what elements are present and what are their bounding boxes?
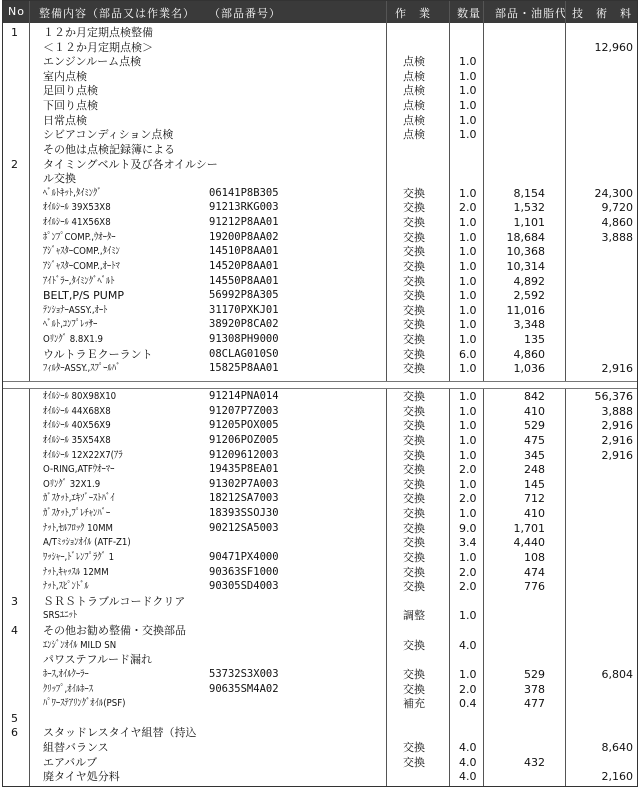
cell-name: ｵｲﾙｼｰﾙ 12X22X7(ｱﾗ bbox=[43, 449, 123, 461]
cell-code: 91207P7Z003 bbox=[209, 404, 279, 417]
cell-parts: 410 bbox=[524, 404, 545, 418]
cell-no: 3 bbox=[11, 594, 18, 608]
cell-work: 交換 bbox=[403, 333, 425, 347]
cell-name: ｵｲﾙｼｰﾙ 80X98X10 bbox=[43, 391, 117, 402]
cell-code: 14510P8AA01 bbox=[209, 245, 279, 258]
cell-parts: 842 bbox=[524, 390, 545, 403]
cell-tech: 2,916 bbox=[601, 419, 633, 433]
cell-qty: 2.0 bbox=[459, 580, 477, 594]
cell-code: 18212SA7003 bbox=[209, 492, 279, 505]
cell-work: 交換 bbox=[403, 638, 425, 652]
cell-parts: 1,701 bbox=[513, 521, 545, 535]
cell-name: パワステフルード漏れ bbox=[43, 653, 153, 667]
cell-parts: 529 bbox=[524, 667, 545, 681]
cell-parts: 2,592 bbox=[513, 289, 545, 303]
cell-parts: 776 bbox=[524, 580, 545, 594]
cell-qty: 1.0 bbox=[459, 404, 477, 418]
table-row bbox=[3, 433, 637, 448]
cell-name: ﾊﾟﾜｰｽﾃｱﾘﾝｸﾞｵｲﾙ(PSF) bbox=[43, 698, 126, 710]
cell-name: その他は点検記録簿による bbox=[43, 142, 175, 156]
cell-work: 補充 bbox=[403, 697, 425, 711]
cell-code: 14520P8AA01 bbox=[209, 259, 279, 272]
cell-work: 点検 bbox=[403, 55, 425, 69]
table-row bbox=[3, 608, 637, 623]
table-row bbox=[3, 448, 637, 463]
cell-qty: 1.0 bbox=[459, 84, 477, 98]
cell-qty: 1.0 bbox=[459, 186, 477, 200]
cell-parts: 10,368 bbox=[506, 245, 545, 259]
table-row bbox=[3, 477, 637, 492]
cell-qty: 1.0 bbox=[459, 667, 477, 681]
cell-work: 交換 bbox=[403, 580, 425, 594]
table-row bbox=[3, 186, 637, 201]
table-row bbox=[3, 404, 637, 419]
table-row bbox=[3, 274, 637, 289]
table-row bbox=[3, 565, 637, 580]
cell-work: 交換 bbox=[403, 289, 425, 303]
table-row bbox=[3, 288, 637, 303]
cell-name: O-RING,ATFｳｵｰﾏｰ bbox=[43, 464, 115, 476]
cell-work: 交換 bbox=[403, 463, 425, 477]
cell-work: 交換 bbox=[403, 536, 425, 550]
cell-name: １２か月定期点検整備 bbox=[43, 26, 153, 39]
header-code: （部品番号） bbox=[209, 7, 281, 20]
cell-code: 19435P8EA01 bbox=[209, 463, 279, 476]
cell-qty: 1.0 bbox=[459, 433, 477, 447]
cell-work: 交換 bbox=[403, 404, 425, 418]
table-row bbox=[3, 303, 637, 318]
cell-code: 90635SM4A02 bbox=[209, 682, 279, 695]
cell-name: ﾜｯｼｬｰ,ﾄﾞﾚﾝﾌﾟﾗｸﾞ 1 bbox=[43, 551, 115, 563]
table-row bbox=[3, 652, 637, 667]
cell-name: ﾍﾞﾙﾄｷｯﾄ,ﾀｲﾐﾝｸﾞ bbox=[43, 187, 102, 199]
cell-qty: 1.0 bbox=[459, 333, 477, 347]
cell-code: 90305SD4003 bbox=[209, 580, 279, 593]
cell-name: 下回り点検 bbox=[43, 99, 98, 113]
table-row bbox=[3, 40, 637, 55]
cell-code: 19200P8AA02 bbox=[209, 230, 279, 243]
cell-no: 4 bbox=[11, 624, 18, 638]
cell-name: BELT,P/S PUMP bbox=[43, 289, 124, 303]
table-row bbox=[3, 127, 637, 142]
cell-name: ＜１２か月定期点検＞ bbox=[43, 40, 153, 54]
cell-qty: 1.0 bbox=[459, 390, 477, 403]
cell-name: ル交換 bbox=[43, 172, 76, 186]
header-work: 作 業 bbox=[395, 7, 431, 20]
table-header bbox=[3, 1, 637, 23]
cell-name: その他お勧め整備・交換部品 bbox=[43, 624, 186, 638]
cell-qty: 2.0 bbox=[459, 201, 477, 215]
cell-work: 交換 bbox=[403, 201, 425, 215]
cell-name: Oﾘﾝｸﾞ 32X1.9 bbox=[43, 478, 101, 490]
cell-work: 交換 bbox=[403, 682, 425, 696]
cell-work: 交換 bbox=[403, 390, 425, 403]
cell-name: ｱｼﾞｬｽﾀｰCOMP.,ﾀｲﾐﾝ bbox=[43, 246, 120, 258]
cell-parts: 18,684 bbox=[506, 230, 545, 244]
cell-qty: 4.0 bbox=[459, 770, 477, 784]
table-row bbox=[3, 347, 637, 362]
cell-qty: 1.0 bbox=[459, 55, 477, 69]
cell-code: 90212SA5003 bbox=[209, 521, 279, 534]
cell-qty: 9.0 bbox=[459, 521, 477, 535]
cell-tech: 3,888 bbox=[601, 404, 633, 418]
cell-code: 08CLAG010S0 bbox=[209, 347, 279, 360]
table-row bbox=[3, 259, 637, 274]
cell-name: ｵｲﾙｼｰﾙ 39X53X8 bbox=[43, 202, 111, 214]
cell-code: 91302P7A003 bbox=[209, 477, 279, 490]
cell-tech: 4,860 bbox=[601, 216, 633, 230]
cell-name: ﾎｰｽ,ｵｲﾙｸｰﾗｰ bbox=[43, 668, 89, 680]
table-row bbox=[3, 361, 637, 376]
cell-name: ｱｲﾄﾞﾗｰ,ﾀｲﾐﾝｸﾞﾍﾞﾙﾄ bbox=[43, 275, 115, 287]
table-row bbox=[3, 171, 637, 186]
cell-parts: 4,860 bbox=[513, 347, 545, 361]
table-row bbox=[3, 506, 637, 521]
cell-no: 6 bbox=[11, 726, 18, 740]
cell-tech: 3,888 bbox=[601, 230, 633, 244]
table-row bbox=[3, 215, 637, 230]
table-row bbox=[3, 157, 637, 172]
cell-name: ﾅｯﾄ,ｷｬｯｽﾙ 12MM bbox=[43, 566, 109, 578]
cell-qty: 1.0 bbox=[459, 216, 477, 230]
cell-work: 交換 bbox=[403, 259, 425, 273]
table-row bbox=[3, 244, 637, 259]
cell-work: 交換 bbox=[403, 492, 425, 506]
cell-work: 点検 bbox=[403, 113, 425, 127]
cell-work: 調整 bbox=[403, 609, 425, 623]
header-tech: 技 術 料 bbox=[572, 7, 632, 20]
cell-parts: 248 bbox=[524, 463, 545, 477]
cell-work: 交換 bbox=[403, 419, 425, 433]
cell-tech: 24,300 bbox=[594, 186, 633, 200]
cell-work: 点検 bbox=[403, 84, 425, 98]
cell-name: ﾎﾟﾝﾌﾟCOMP.,ｳｵｰﾀｰ bbox=[43, 231, 116, 243]
cell-code: 56992P8A305 bbox=[209, 289, 279, 302]
cell-no: 2 bbox=[11, 157, 18, 171]
cell-name: Oﾘﾝｸﾞ 8.8X1.9 bbox=[43, 334, 103, 346]
cell-code: 91308PH9000 bbox=[209, 333, 279, 346]
cell-code: 91209612003 bbox=[209, 448, 279, 461]
cell-qty: 0.4 bbox=[459, 697, 477, 711]
table-row bbox=[3, 769, 637, 784]
table-row bbox=[3, 389, 637, 404]
cell-name: ｵｲﾙｼｰﾙ 40X56X9 bbox=[43, 420, 111, 432]
cell-qty: 1.0 bbox=[459, 448, 477, 462]
table-row bbox=[3, 579, 637, 594]
cell-name: ｶﾞｽｹｯﾄ,ﾌﾟﾚﾁｬﾝﾊﾞｰ bbox=[43, 508, 111, 520]
cell-parts: 4,892 bbox=[513, 274, 545, 288]
cell-qty: 1.0 bbox=[459, 318, 477, 332]
table-row bbox=[3, 725, 637, 740]
table-row bbox=[3, 113, 637, 128]
table-row bbox=[3, 142, 637, 157]
cell-name: エンジンルーム点検 bbox=[43, 55, 142, 69]
cell-work: 交換 bbox=[403, 477, 425, 491]
cell-code: 91213RKG003 bbox=[209, 201, 279, 214]
cell-qty: 1.0 bbox=[459, 303, 477, 317]
cell-qty: 1.0 bbox=[459, 289, 477, 303]
cell-parts: 4,440 bbox=[513, 536, 545, 550]
cell-code: 90363SF1000 bbox=[209, 565, 279, 578]
cell-name: ﾌｨﾙﾀｰASSY.,ｽﾌﾟｰﾙﾊﾞ bbox=[43, 363, 121, 375]
cell-name: 組替バランス bbox=[43, 741, 109, 755]
cell-parts: 432 bbox=[524, 755, 545, 769]
cell-name: スタッドレスタイヤ組替（持込 bbox=[43, 726, 197, 740]
table-row bbox=[3, 317, 637, 332]
cell-parts: 1,036 bbox=[513, 362, 545, 376]
header-name: 整備内容（部品又は作業名） bbox=[39, 7, 195, 20]
cell-code: 91212P8AA01 bbox=[209, 216, 279, 229]
table-row bbox=[3, 462, 637, 477]
cell-qty: 1.0 bbox=[459, 362, 477, 376]
cell-name: ﾅｯﾄ,ｽﾋﾟﾝﾄﾞﾙ bbox=[43, 581, 89, 593]
cell-work: 交換 bbox=[403, 507, 425, 521]
cell-work: 交換 bbox=[403, 741, 425, 755]
cell-name: ﾃﾝｼｮﾅｰASSY.,ｵｰﾄ bbox=[43, 304, 108, 316]
table-row bbox=[3, 230, 637, 245]
table-row bbox=[3, 521, 637, 536]
cell-name: シビアコンディション点検 bbox=[43, 128, 174, 142]
cell-work: 交換 bbox=[403, 550, 425, 564]
cell-name: 日常点検 bbox=[43, 113, 87, 127]
table-row bbox=[3, 332, 637, 347]
cell-parts: 1,101 bbox=[513, 216, 545, 230]
header-no: No bbox=[8, 5, 25, 18]
cell-work: 交換 bbox=[403, 667, 425, 681]
table-row bbox=[3, 200, 637, 215]
cell-work: 交換 bbox=[403, 362, 425, 376]
table-row bbox=[3, 667, 637, 682]
cell-qty: 4.0 bbox=[459, 741, 477, 755]
cell-work: 交換 bbox=[403, 565, 425, 579]
cell-name: ｱｼﾞｬｽﾀｰCOMP.,ｵｰﾄﾏ bbox=[43, 260, 120, 272]
cell-parts: 145 bbox=[524, 477, 545, 491]
table-row bbox=[3, 98, 637, 113]
cell-work: 点検 bbox=[403, 128, 425, 142]
cell-name: ﾅｯﾄ,ｾﾙﾌﾛｯｸ 10MM bbox=[43, 522, 113, 534]
table-row bbox=[3, 69, 637, 84]
cell-code: 18393SSOJ30 bbox=[209, 507, 279, 520]
cell-name: ｵｲﾙｼｰﾙ 41X56X8 bbox=[43, 217, 111, 229]
cell-name: タイミングベルト及び各オイルシー bbox=[43, 157, 218, 171]
table-row bbox=[3, 594, 637, 609]
cell-qty: 1.0 bbox=[459, 609, 477, 623]
table-row bbox=[3, 740, 637, 755]
cell-name: ウルトラＥクーラント bbox=[43, 347, 153, 361]
cell-qty: 4.0 bbox=[459, 755, 477, 769]
cell-parts: 474 bbox=[524, 565, 545, 579]
cell-name: 足回り点検 bbox=[43, 84, 98, 98]
cell-parts: 475 bbox=[524, 433, 545, 447]
cell-parts: 10,314 bbox=[506, 259, 545, 273]
cell-tech: 6,804 bbox=[601, 667, 633, 681]
cell-tech: 9,720 bbox=[601, 201, 633, 215]
cell-code: 31170PXKJ01 bbox=[209, 303, 279, 316]
cell-parts: 712 bbox=[524, 492, 545, 506]
table-row bbox=[3, 755, 637, 770]
cell-name: A/Tﾐｯｼｮﾝｵｲﾙ (ATF-Z1) bbox=[43, 537, 131, 549]
cell-work: 交換 bbox=[403, 216, 425, 230]
cell-qty: 1.0 bbox=[459, 550, 477, 564]
cell-work: 交換 bbox=[403, 318, 425, 332]
table-row bbox=[3, 682, 637, 697]
cell-name: 廃タイヤ処分料 bbox=[43, 770, 120, 784]
cell-qty: 3.4 bbox=[459, 536, 477, 550]
cell-name: SRSﾕﾆｯﾄ bbox=[43, 610, 78, 622]
cell-work: 交換 bbox=[403, 230, 425, 244]
cell-tech: 56,376 bbox=[594, 390, 633, 403]
cell-code: 06141P8B305 bbox=[209, 186, 279, 199]
table-row bbox=[3, 550, 637, 565]
table-row bbox=[3, 638, 637, 653]
cell-code: 15825P8AA01 bbox=[209, 362, 279, 375]
cell-code: 91205POX005 bbox=[209, 419, 279, 432]
cell-no: 1 bbox=[11, 26, 18, 39]
cell-qty: 1.0 bbox=[459, 274, 477, 288]
cell-name: ﾍﾞﾙﾄ,ｺﾝﾌﾟﾚｯｻｰ bbox=[43, 319, 98, 331]
cell-tech: 8,640 bbox=[601, 741, 633, 755]
cell-tech: 2,916 bbox=[601, 433, 633, 447]
cell-code: 91214PNA014 bbox=[209, 390, 279, 402]
cell-work: 交換 bbox=[403, 521, 425, 535]
cell-qty: 1.0 bbox=[459, 230, 477, 244]
cell-qty: 1.0 bbox=[459, 69, 477, 83]
cell-code: 90471PX4000 bbox=[209, 550, 279, 563]
cell-qty: 1.0 bbox=[459, 99, 477, 113]
cell-parts: 8,154 bbox=[513, 186, 545, 200]
cell-parts: 345 bbox=[524, 448, 545, 462]
cell-qty: 1.0 bbox=[459, 113, 477, 127]
cell-parts: 135 bbox=[524, 333, 545, 347]
cell-work: 交換 bbox=[403, 347, 425, 361]
table-row bbox=[3, 491, 637, 506]
cell-qty: 6.0 bbox=[459, 347, 477, 361]
cell-qty: 4.0 bbox=[459, 638, 477, 652]
cell-code: 38920P8CA02 bbox=[209, 318, 279, 331]
table-row bbox=[3, 696, 637, 711]
cell-qty: 1.0 bbox=[459, 477, 477, 491]
cell-qty: 2.0 bbox=[459, 463, 477, 477]
cell-no: 5 bbox=[11, 711, 18, 725]
cell-qty: 2.0 bbox=[459, 492, 477, 506]
cell-qty: 2.0 bbox=[459, 565, 477, 579]
cell-name: ｸﾘｯﾌﾟ,ｵｲﾙﾎｰｽ bbox=[43, 683, 94, 695]
cell-work: 交換 bbox=[403, 245, 425, 259]
cell-qty: 1.0 bbox=[459, 419, 477, 433]
cell-parts: 529 bbox=[524, 419, 545, 433]
estimate-sheet bbox=[2, 0, 638, 787]
table-row bbox=[3, 535, 637, 550]
cell-work: 交換 bbox=[403, 274, 425, 288]
cell-parts: 3,348 bbox=[513, 318, 545, 332]
cell-name: ｵｲﾙｼｰﾙ 35X54X8 bbox=[43, 434, 111, 446]
cell-work: 交換 bbox=[403, 433, 425, 447]
table-row bbox=[3, 25, 637, 40]
cell-work: 点検 bbox=[403, 69, 425, 83]
cell-name: ｴﾝｼﾞﾝｵｲﾙ MILD SN bbox=[43, 639, 117, 651]
cell-parts: 11,016 bbox=[506, 303, 545, 317]
header-parts: 部品・油脂代 bbox=[495, 7, 567, 20]
cell-work: 交換 bbox=[403, 755, 425, 769]
cell-tech: 2,916 bbox=[601, 448, 633, 462]
cell-qty: 1.0 bbox=[459, 259, 477, 273]
cell-parts: 108 bbox=[524, 550, 545, 564]
cell-tech: 2,160 bbox=[601, 770, 633, 784]
cell-name: ｵｲﾙｼｰﾙ 44X68X8 bbox=[43, 405, 111, 417]
cell-tech: 2,916 bbox=[601, 362, 633, 376]
page-break bbox=[3, 381, 637, 389]
cell-qty: 2.0 bbox=[459, 682, 477, 696]
cell-name: ｶﾞｽｹｯﾄ,ｴｷｿﾞｰｽﾄﾊﾞｲ bbox=[43, 493, 115, 505]
cell-parts: 378 bbox=[524, 682, 545, 696]
cell-parts: 1,532 bbox=[513, 201, 545, 215]
header-qty: 数量 bbox=[457, 7, 481, 20]
cell-qty: 1.0 bbox=[459, 507, 477, 521]
cell-work: 交換 bbox=[403, 448, 425, 462]
cell-work: 交換 bbox=[403, 186, 425, 200]
cell-tech: 12,960 bbox=[594, 40, 633, 54]
cell-code: 14550P8AA01 bbox=[209, 274, 279, 287]
cell-parts: 410 bbox=[524, 507, 545, 521]
cell-name: 室内点検 bbox=[43, 69, 87, 83]
cell-work: 交換 bbox=[403, 303, 425, 317]
cell-name: エアバルブ bbox=[43, 755, 98, 769]
cell-name: ＳＲＳトラブルコードクリア bbox=[43, 594, 186, 608]
cell-qty: 1.0 bbox=[459, 128, 477, 142]
cell-parts: 477 bbox=[524, 697, 545, 711]
table-row bbox=[3, 54, 637, 69]
cell-qty: 1.0 bbox=[459, 245, 477, 259]
table-row bbox=[3, 83, 637, 98]
table-row bbox=[3, 623, 637, 638]
cell-code: 53732S3X003 bbox=[209, 667, 279, 680]
table-row bbox=[3, 418, 637, 433]
cell-work: 点検 bbox=[403, 99, 425, 113]
table-row bbox=[3, 711, 637, 726]
cell-code: 91206POZ005 bbox=[209, 433, 279, 446]
